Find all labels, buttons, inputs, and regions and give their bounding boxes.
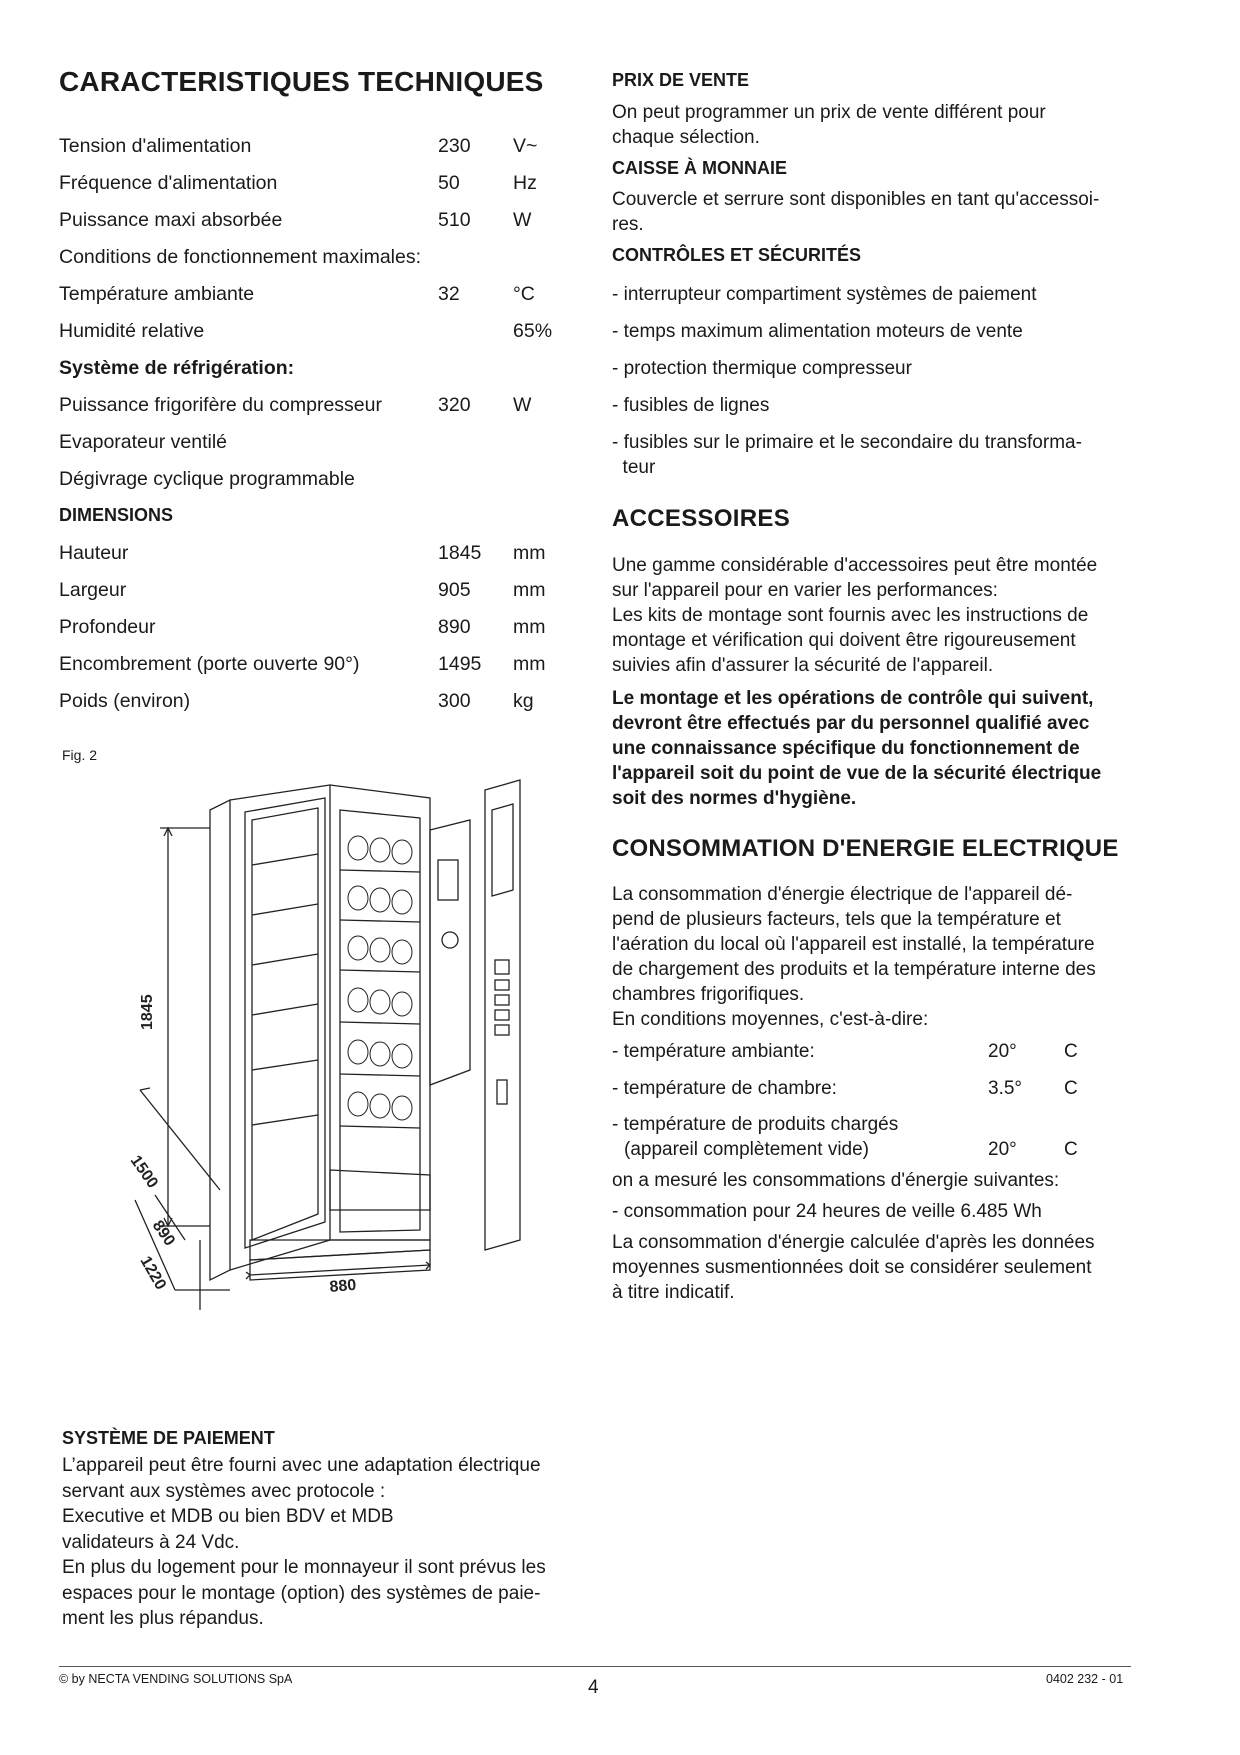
- controles-item: teur: [612, 457, 656, 478]
- conso-line: l'aération du local où l'appareil est installé, la température: [612, 934, 1095, 955]
- accessoires-bold-line: l'appareil soit du point de vue de la sécurité électrique: [612, 763, 1102, 784]
- accessoires-bold-line: une connaissance spécifique du fonctionnement de: [612, 738, 1080, 759]
- conso-line: La consommation d'énergie électrique de l'appareil dé-: [612, 884, 1073, 905]
- payment-line: En plus du logement pour le monnayeur il sont prévus les: [62, 1557, 546, 1578]
- spec-row: [59, 357, 579, 393]
- spec-row: [59, 209, 579, 245]
- spec-row: [59, 468, 579, 504]
- spec-label: Puissance frigorifère du compresseur: [59, 394, 382, 416]
- spec-label: Humidité relative: [59, 320, 205, 342]
- dim-height-label: 1845: [139, 994, 156, 1030]
- spec-unit: mm: [513, 579, 546, 601]
- spec-label: Puissance maxi absorbée: [59, 209, 283, 231]
- conso-final-line: moyennes susmentionnées doit se considérer seulement: [612, 1257, 1092, 1278]
- spec-label: Conditions de fonctionnement maximales:: [59, 246, 422, 268]
- caisse-title: CAISSE À MONNAIE: [612, 158, 788, 178]
- payment-line: Executive et MDB ou bien BDV et MDB: [62, 1506, 394, 1527]
- conso-line: chambres frigorifiques.: [612, 984, 805, 1005]
- spec-row: [59, 653, 579, 689]
- condition-label: - température ambiante:: [612, 1041, 815, 1062]
- spec-row: [59, 616, 579, 652]
- conso-measured: on a mesuré les consommations d'énergie suivantes:: [612, 1170, 1060, 1191]
- payment-line: validateurs à 24 Vdc.: [62, 1531, 240, 1553]
- condition-value: 20°: [988, 1041, 1017, 1062]
- footer-code: 0402 232 - 01: [1046, 1672, 1124, 1686]
- spec-value: 510: [438, 209, 471, 231]
- spec-label: Tension d'alimentation: [59, 135, 252, 157]
- spec-label: Hauteur: [59, 542, 129, 564]
- condition-unit: C: [1064, 1041, 1078, 1062]
- prix-line: On peut programmer un prix de vente différent pour: [612, 102, 1046, 123]
- spec-value: 300: [438, 690, 471, 712]
- conso-veille: - consommation pour 24 heures de veille 6.485 Wh: [612, 1201, 1042, 1222]
- dim-width-label: 880: [328, 1276, 357, 1296]
- conso-final-line: à titre indicatif.: [612, 1282, 735, 1303]
- condition-label: - température de chambre:: [612, 1078, 837, 1099]
- spec-row: [59, 246, 579, 282]
- spec-label: Système de réfrigération:: [59, 357, 295, 379]
- caisse-line: res.: [612, 214, 644, 235]
- spec-value: 32: [438, 283, 460, 305]
- spec-row: [59, 394, 579, 430]
- conso-line: pend de plusieurs facteurs, tels que la température et: [612, 909, 1061, 930]
- condition-value: 3.5°: [988, 1078, 1023, 1099]
- footer-rule: [59, 1666, 1131, 1667]
- dim-depth-label: 890: [148, 1217, 178, 1250]
- spec-row: [59, 320, 579, 356]
- vending-machine-figure: [100, 770, 560, 1420]
- spec-row: [59, 579, 579, 615]
- controles-item: - interrupteur compartiment systèmes de paiement: [612, 284, 1037, 305]
- spec-value: 1845: [438, 542, 482, 564]
- controles-item: - fusibles sur le primaire et le secondaire du transforma-: [612, 432, 1082, 453]
- accessoires-line: suivies afin d'assurer la sécurité de l'appareil.: [612, 655, 994, 676]
- spec-unit: mm: [513, 653, 546, 675]
- spec-unit: kg: [513, 690, 534, 712]
- spec-unit: 65%: [513, 320, 553, 342]
- dim-width-total-label: 1220: [136, 1253, 170, 1293]
- page-number: 4: [588, 1677, 599, 1698]
- accessoires-line: Une gamme considérable d'accessoires peut être montée: [612, 555, 1098, 576]
- spec-unit: V~: [513, 135, 538, 157]
- accessoires-line: montage et vérification qui doivent être rigoureusement: [612, 630, 1076, 651]
- conso-final-line: La consommation d'énergie calculée d'après les données: [612, 1232, 1095, 1253]
- spec-label: Evaporateur ventilé: [59, 431, 228, 453]
- payment-line: servant aux systèmes avec protocole :: [62, 1480, 386, 1502]
- spec-label: Profondeur: [59, 616, 156, 638]
- spec-unit: W: [513, 209, 532, 231]
- spec-row: [59, 283, 579, 319]
- dim-depth-open-label: 1500: [126, 1152, 162, 1192]
- spec-row: [59, 135, 579, 171]
- footer-copyright: © by NECTA VENDING SOLUTIONS SpA: [59, 1672, 293, 1686]
- accessoires-line: Les kits de montage sont fournis avec les instructions de: [612, 605, 1089, 626]
- spec-value: 1495: [438, 653, 482, 675]
- spec-row: [59, 431, 579, 467]
- cond3-line1: - température de produits chargés: [612, 1114, 899, 1135]
- spec-label: DIMENSIONS: [59, 505, 174, 525]
- spec-value: 905: [438, 579, 471, 601]
- condition-unit: C: [1064, 1078, 1078, 1099]
- cond3-value: 20°: [988, 1139, 1017, 1160]
- conso-title: CONSOMMATION D'ENERGIE ELECTRIQUE: [612, 835, 1119, 862]
- spec-row: [59, 542, 579, 578]
- controles-item: - temps maximum alimentation moteurs de vente: [612, 321, 1023, 342]
- payment-line: ment les plus répandus.: [62, 1608, 264, 1629]
- prix-title: PRIX DE VENTE: [612, 70, 750, 90]
- accessoires-title: ACCESSOIRES: [612, 505, 791, 532]
- spec-row: [59, 505, 579, 541]
- cond3-unit: C: [1064, 1139, 1078, 1160]
- spec-value: 320: [438, 394, 471, 416]
- spec-label: Encombrement (porte ouverte 90°): [59, 653, 360, 675]
- spec-unit: mm: [513, 542, 546, 564]
- accessoires-bold-line: soit des normes d'hygiène.: [612, 788, 857, 809]
- spec-label: Température ambiante: [59, 283, 255, 305]
- conso-line: En conditions moyennes, c'est-à-dire:: [612, 1009, 929, 1030]
- spec-label: Dégivrage cyclique programmable: [59, 468, 355, 490]
- controles-item: - protection thermique compresseur: [612, 358, 912, 379]
- conso-line: de chargement des produits et la température interne des: [612, 959, 1096, 980]
- spec-value: 890: [438, 616, 471, 638]
- figure-label: Fig. 2: [62, 747, 98, 763]
- payment-line: L’appareil peut être fourni avec une adaptation électrique: [62, 1455, 541, 1476]
- accessoires-bold-line: devront être effectués par du personnel qualifié avec: [612, 713, 1090, 734]
- spec-unit: °C: [513, 283, 535, 305]
- spec-value: 50: [438, 172, 460, 194]
- controles-title: CONTRÔLES ET SÉCURITÉS: [612, 245, 862, 265]
- prix-line: chaque sélection.: [612, 127, 760, 148]
- page-title: CARACTERISTIQUES TECHNIQUES: [59, 66, 544, 97]
- accessoires-line: sur l'appareil pour en varier les performances:: [612, 580, 998, 601]
- spec-row: [59, 172, 579, 208]
- accessoires-bold-line: Le montage et les opérations de contrôle qui suivent,: [612, 688, 1094, 709]
- controles-item: - fusibles de lignes: [612, 395, 770, 416]
- spec-unit: W: [513, 394, 532, 416]
- spec-label: Largeur: [59, 579, 127, 601]
- spec-value: 230: [438, 135, 471, 157]
- spec-label: Fréquence d'alimentation: [59, 172, 278, 194]
- spec-label: Poids (environ): [59, 690, 191, 712]
- caisse-line: Couvercle et serrure sont disponibles en tant qu'accessoi-: [612, 189, 1100, 210]
- spec-unit: mm: [513, 616, 546, 638]
- spec-unit: Hz: [513, 172, 537, 194]
- payment-title: SYSTÈME DE PAIEMENT: [62, 1428, 275, 1448]
- cond3-line2: (appareil complètement vide): [624, 1139, 870, 1160]
- payment-line: espaces pour le montage (option) des systèmes de paie-: [62, 1582, 541, 1604]
- spec-row: [59, 690, 579, 726]
